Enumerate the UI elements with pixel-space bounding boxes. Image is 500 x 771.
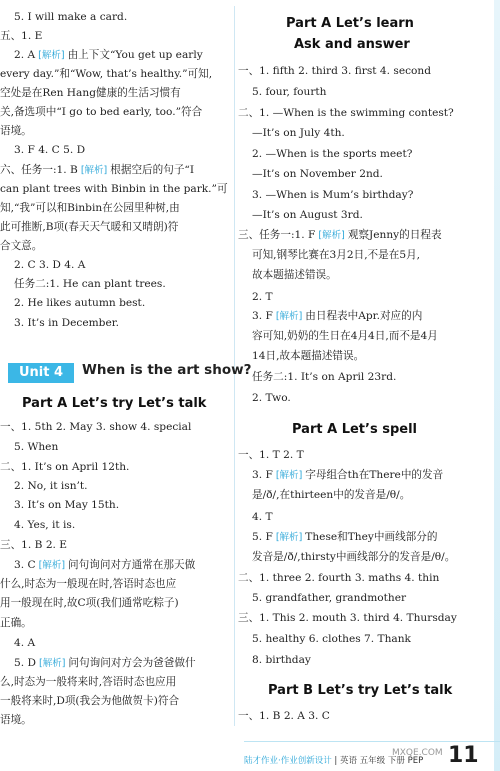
answer-line: 2. A[ 解析 ] 由上下文“You get up early: [14, 48, 203, 63]
answer-line: 空处是在Ren Hang健康的生活习惯有: [0, 87, 181, 99]
answer-line: 二、1. three 2. fourth 3. maths 4. thin: [238, 572, 440, 584]
analysis-tag: [ 解析 ]: [38, 559, 66, 573]
unit-label: Unit 4: [8, 363, 74, 383]
footer-rule: [244, 741, 500, 742]
answer-line: 容可知,奶奶的生日在4月4日,而不是4月: [252, 330, 438, 342]
answer-line: 语境。: [0, 714, 32, 726]
answer-line: 8. birthday: [252, 654, 311, 666]
answer-line: —It’s on August 3rd.: [252, 209, 363, 221]
analysis-tag: [ 解析 ]: [80, 164, 108, 178]
answer-line: 一、1. fifth 2. third 3. first 4. second: [238, 65, 432, 77]
answer-line: 任务二:1. He can plant trees.: [14, 278, 166, 290]
answer-line: 正确。: [0, 617, 32, 629]
answer-line: 一、1. T 2. T: [238, 449, 304, 461]
answer-line: 2. C 3. D 4. A: [14, 259, 86, 271]
answer-line: 5. I will make a card.: [14, 11, 128, 23]
answer-line: 语境。: [0, 125, 32, 137]
analysis-tag: [ 解析 ]: [275, 310, 303, 324]
analysis-tag: [ 解析 ]: [38, 657, 66, 671]
answer-line: 2. T: [252, 291, 273, 303]
answer-line: 合文意。: [0, 240, 43, 252]
answer-line: 一、1. 5th 2. May 3. show 4. special: [0, 421, 192, 433]
answer-line: 五、1. E: [0, 30, 43, 42]
answer-line: can plant trees with Binbin in the park.”可: [0, 183, 228, 195]
watermark: MXQE.COM: [392, 748, 443, 758]
answer-line: 3. F[ 解析 ] 字母组合th在There中的发音: [252, 468, 443, 483]
answer-line: 3. F 4. C 5. D: [14, 144, 86, 156]
answer-line: 5. healthy 6. clothes 7. Thank: [252, 633, 411, 645]
unit-title: When is the art show?: [82, 362, 252, 378]
answer-line: 5. When: [14, 441, 59, 453]
answer-line: 4. A: [14, 637, 36, 649]
answer-line: —It’s on July 4th.: [252, 127, 345, 139]
answer-line: 5. grandfather, grandmother: [252, 592, 407, 604]
answer-line: 5. F[ 解析 ] These和They中画线部分的: [252, 530, 437, 545]
answer-line: 三、任务一:1. F[ 解析 ] 观察Jenny的日程表: [238, 228, 442, 243]
analysis-tag: [ 解析 ]: [37, 49, 65, 63]
answer-line: 3. It’s in December.: [14, 317, 119, 329]
answer-line: 二、1. It’s on April 12th.: [0, 461, 130, 473]
answer-line: 此可推断,B项(春天天气暖和又晴朗)符: [0, 221, 179, 233]
answer-line: 14日,故本题描述错误。: [252, 350, 365, 362]
page-edge-tint: [494, 0, 500, 771]
answer-line: 二、1. —When is the swimming contest?: [238, 107, 454, 119]
answer-line: 什么,时态为一般现在时,答语时态也应: [0, 578, 177, 590]
answer-line: 5. four, fourth: [252, 86, 327, 98]
page-number: 11: [448, 743, 479, 768]
section-title: Part A Let’s spell: [292, 422, 417, 437]
section-subtitle: Ask and answer: [294, 37, 410, 52]
answer-line: 3. F[ 解析 ] 由日程表中Apr.对应的内: [252, 309, 422, 324]
answer-line: 3. It’s on May 15th.: [14, 499, 120, 511]
answer-line: 2. Two.: [252, 392, 291, 404]
analysis-tag: [ 解析 ]: [275, 469, 303, 483]
answer-line: 用一般现在时,故C项(我们通常吃粽子): [0, 597, 179, 609]
answer-line: —It’s on November 2nd.: [252, 168, 383, 180]
answer-line: 故本题描述错误。: [252, 269, 337, 281]
answer-line: 2. —When is the sports meet?: [252, 148, 413, 160]
answer-line: 发音是/ð/,thirsty中画线部分的发音是/θ/。: [252, 551, 456, 563]
answer-line: 一、1. B 2. A 3. C: [238, 710, 330, 722]
section-title: Part A Let’s try Let’s talk: [22, 396, 207, 411]
analysis-tag: [ 解析 ]: [275, 531, 303, 545]
section-title: Part B Let’s try Let’s talk: [268, 683, 453, 698]
answer-line: 3. C[ 解析 ] 问句询问对方通常在那天做: [14, 558, 195, 573]
answer-line: 3. —When is Mum’s birthday?: [252, 189, 414, 201]
answer-line: 4. Yes, it is.: [14, 519, 76, 531]
answer-line: 4. T: [252, 511, 273, 523]
answer-line: 可知,钢琴比赛在3月2日,不是在5月,: [252, 249, 421, 261]
answer-line: 三、1. This 2. mouth 3. third 4. Thursday: [238, 612, 457, 624]
answer-line: 关,备选项中“I go to bed early, too.”符合: [0, 106, 203, 118]
footer-subject: | 英语 五年级 下册 PEP: [334, 756, 424, 766]
answer-line: 知,“我”可以和Binbin在公园里种树,由: [0, 202, 180, 214]
answer-line: 任务二:1. It’s on April 23rd.: [252, 371, 397, 383]
answer-line: every day.”和“Wow, that’s healthy.”可知,: [0, 68, 213, 80]
answer-line: 2. He likes autumn best.: [14, 297, 146, 309]
answer-line: 是/ð/,在thirteen中的发音是/θ/。: [252, 489, 411, 501]
analysis-tag: [ 解析 ]: [317, 229, 345, 243]
answer-line: 么,时态为一般将来时,答语时态也应用: [0, 676, 177, 688]
answer-line: 六、任务一:1. B[ 解析 ] 根据空后的句子“I: [0, 163, 194, 178]
answer-line: 5. D[ 解析 ] 问句询问对方会为爸爸做什: [14, 656, 196, 671]
answer-line: 2. No, it isn’t.: [14, 480, 88, 492]
answer-line: 一般将来时,D项(我会为他做贺卡)符合: [0, 695, 180, 707]
answer-line: 三、1. B 2. E: [0, 539, 68, 551]
unit-heading: [8, 361, 252, 385]
section-title: Part A Let’s learn: [286, 16, 414, 31]
footer-brand: 陆才作业·作业创新设计: [244, 756, 332, 766]
